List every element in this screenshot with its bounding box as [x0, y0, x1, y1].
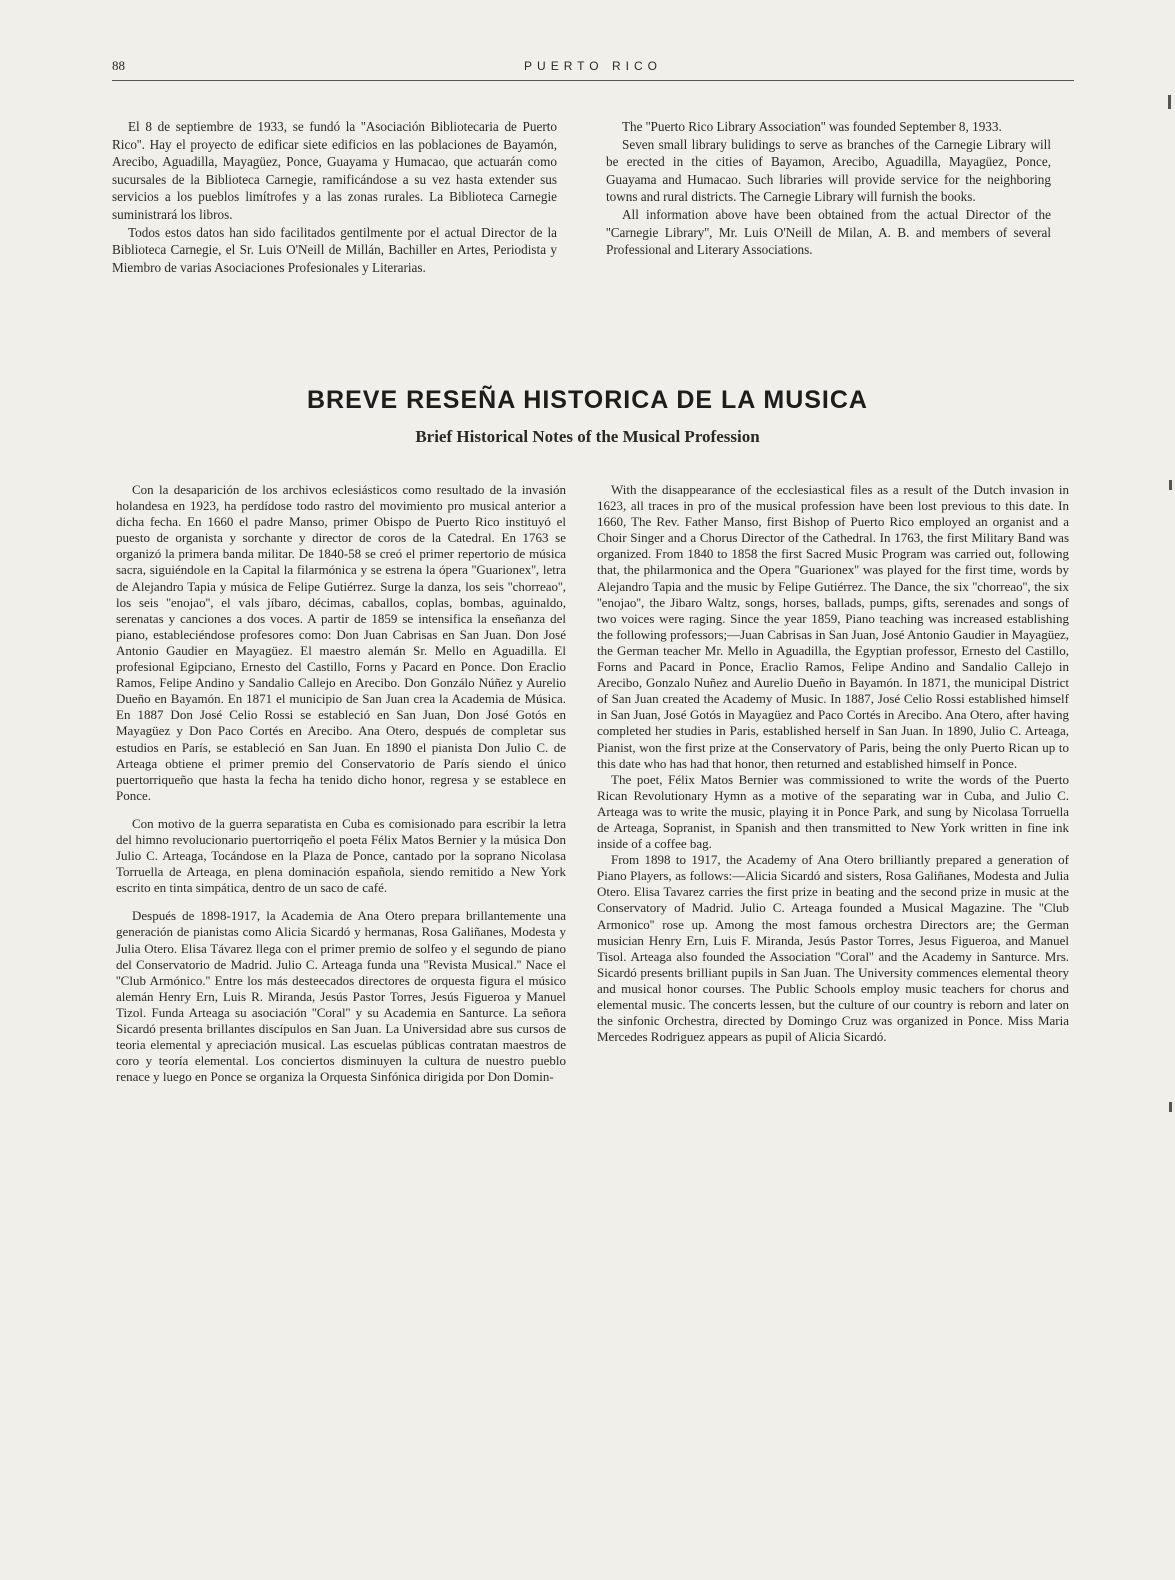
music-english-column	[597, 482, 1069, 1045]
paragraph: All information above have been obtained from the actual Director of the ''Carnegie Library'', Mr. Luis O'Neill de Milan, A. B. and members of several Professional and Literary Associations.	[606, 206, 1051, 258]
page-number: 88	[112, 58, 125, 73]
paragraph: Todos estos datos han sido facilitados gentilmente por el actual Director de la Biblioteca Carnegie, el Sr. Luis O'Neill de Millán, Bachiller en Artes, Periodista y Miembro de varias Asociaciones Profesionales y Literarias.	[112, 224, 557, 275]
page-header	[112, 58, 1074, 81]
scan-edge-mark	[1168, 95, 1171, 109]
paragraph: Con motivo de la guerra separatista en Cuba es comisionado para escribir la letra del himno revolucionario puertorriqeño el poeta Félix Matos Bernier y la música Don Julio C. Arteaga, Tocándose en la Plaza de Ponce, cantado por la soprano Nicolasa Torruella de Arteaga, en plena dominación española, siendo remitido a New York escrito en tinta simpática, dentro de un saco de café.	[116, 815, 566, 896]
library-spanish-column	[112, 118, 557, 276]
paragraph: Seven small library bulidings to serve as branches of the Carnegie Library will be erected in the cities of Bayamon, Arecibo, Aguadilla, Mayagüez, Ponce, Guayama and Humacao. Such libraries will provide service for the neighboring towns and rural districts. The Carnegie Library will furnish the books.	[606, 136, 1051, 205]
paragraph: The ''Puerto Rico Library Association'' was founded September 8, 1933.	[622, 119, 1002, 134]
article-subtitle: Brief Historical Notes of the Musical Profession	[415, 427, 760, 446]
scan-edge-mark	[1169, 480, 1172, 490]
paragraph: Después de 1898-1917, la Academia de Ana Otero prepara brillantemente una generación de pianistas como Alicia Sicardó y hermanas, Rosa Galiñanes, Modesta y Julia Otero. Elisa Távarez llega con el primer premio de solfeo y el segundo de piano del Conservatorio de Madrid. Julio C. Arteaga funda una ''Revista Musical.'' Nace el ''Club Armónico.'' Entre los más desteecados directores de orquesta figura el músico alemán Henry Ern, Luis R. Miranda, Jesús Pastor Torres, Jesús Figueroa y Manuel Tizol. Funda Arteaga su asociación ''Coral'' y su Academia en Santurce. La señora Sicardó presenta brillantes discípulos en San Juan. La Universidad abre sus cursos de teoria elemental y apreciación musical. Las escuelas públicas contratan maestros de coro y teoría elemental. Los conciertos disminuyen la cultura de nuestro pueblo renace y luego en Ponce se organiza la Orquesta Sinfónica dirigida por Don Domin-	[116, 908, 566, 1085]
paragraph: The poet, Félix Matos Bernier was commissioned to write the words of the Puerto Rican Revolutionary Hymn as a motive of the separating war in Cuba, and Julio C. Arteaga was to write the music, playing it in Ponce Park, and sung by Nicolasa Torruella de Arteaga, Sopranist, in Spanish and then transmitted to New York written in fine ink inside of a coffee bag.	[597, 771, 1069, 852]
paragraph: Con la desaparición de los archivos eclesiásticos como resultado de la invasión holandesa en 1923, ha perdídose todo rastro del movimiento pro musical anterior a dicha fecha. En 1660 el padre Manso, primer Obispo de Puerto Rico instituyó el puesto de organista y sorchante y director de coros de la Catedral. En 1763 se organizó la primera banda militar. De 1840-58 se creó el primer repertorio de música sacra, siguiéndole en la Capital la filarmónica y se estrena la ópera ''Guarionex'', letra de Alejandro Tapia y música de Felipe Gutiérrez. Surge la danza, los seis ''chorreao'', los seis ''enojao'', el vals jíbaro, décimas, caballos, coplas, bombas, aguinaldo, serenatas y canciones a dos voces. A partir de 1859 se intensifica la enseñanza del piano, estableciéndose profesores como: Don Juan Cabrisas en San Juan. Don José Antonio Gaudier en Mayagüez. El maestro alemán Sr. Mello en Aguadilla. El profesional Egipciano, Ernesto del Castillo, Forns y Pacard en Ponce. Don Eraclio Ramos, Felipe Andino y Sandalio Callejo en Arecibo. Don Gonzálo Núñez y Aurelio Dueño en Bayamón. En 1871 el municipio de San Juan crea la Academia de Música. En 1887 Don José Celio Rossi se estableció en San Juan, Don José Gotós en Mayagüez y Don Paco Cortés en Arecibo. Ana Otero, después de completar sus estudios en París, se estableció en San Juan. En 1890 el pianista Don Julio C. de Arteaga obtiene el primer premio del Conservatorio de París siendo el único puertorriqueño que hasta la fecha ha tenido dicho honor, regresa y se establece en Ponce.	[116, 482, 566, 803]
article-title: BREVE RESEÑA HISTORICA DE LA MUSICA	[307, 386, 868, 414]
paragraph: From 1898 to 1917, the Academy of Ana Otero brilliantly prepared a generation of Piano Players, as follows:—Alicia Sicardó and sisters, Rosa Galiñanes, Modesta and Julia Otero. Elisa Tavarez carries the first prize in beating and the second prize in music at the Conservatory of Madrid. Julio C. Arteaga founded a Musical Magazine. The ''Club Armonico'' rose up. Among the most famous orchestra Directors are; the German musician Henry Ern, Luis F. Miranda, Jesús Pastor Torres, Jesus Figueroa, and Manuel Tisol. Arteaga also founded the Association ''Coral'' and the Academy in Santurce. Mrs. Sicardó presents brilliant pupils in San Juan. The University commences elemental theory and musical honor courses. The Public Schools employ music teachers for chorus and elemental music. The concerts lessen, but the culture of our country is reborn and later on the sinfonic Orchestra, directed by Domingo Cruz was organized in Ponce. Miss Maria Mercedes Rodriguez appears as pupil of Alicia Sicardó.	[597, 852, 1069, 1045]
scan-edge-mark	[1169, 1102, 1172, 1112]
paragraph: El 8 de septiembre de 1933, se fundó la ''Asociación Bibliotecaria de Puerto Rico''. Hay el proyecto de edificar siete edificios en las poblaciones de Bayamón, Arecibo, Aguadilla, Mayagüez, Ponce, Guayama y Humacao, que actuarán como sucursales de la Biblioteca Carnegie, ramificándose a su vez hasta extender sus servicios a los pueblos limítrofes y a las zonas rurales. La Biblioteca Carnegie suministrará los libros.	[112, 119, 557, 222]
music-spanish-column	[116, 482, 566, 1085]
paragraph: With the disappearance of the ecclesiastical files as a result of the Dutch invasion in 1623, all traces in pro of the musical profession have been lost previous to this date. In 1660, The Rev. Father Manso, first Bishop of Puerto Rico employed an organist and a Choir Singer and a Chorus Director of the Cathedral. In 1763, the first Military Band was organized. From 1840 to 1858 the first Sacred Music Program was carried out, following that, the philarmonica and the Opera ''Guarionex'' was played for the first time, words by Alejandro Tapia and the music by Felipe Gutiérrez. The Dance, the six ''chorreao'', the six ''enojao'', the Jibaro Waltz, songs, horses, ballads, pumps, gifts, serenades and songs of two voices were raging. Since the year 1859, Piano teaching was increased establishing the following professors;—Juan Cabrisas in San Juan, José Antonio Gaudier in Mayagüez, the German teacher Mr. Mello in Aguadilla, the Egyptian professor, Ernesto del Castillo, Forns and Pacard in Ponce, Eraclio Ramos, Felipe Andino and Sandalio Callejo in Arecibo, Gonzalo Nuñez and Aurelio Dueño in Bayamón. In 1871, the municipal District of San Juan created the Academy of Music. In 1887, José Celio Rossi established himself in San Juan, José Gotós in Mayagüez and Paco Cortés in Arecibo. Ana Otero, after having completed her studies in Paris, established herself in San Juan. In 1890, Julio C. Arteaga, Pianist, won the first prize at the Conservatory of Paris, being the only Puerto Rican up to this date who has had that honor, then returned and established himself in Ponce.	[597, 482, 1069, 771]
running-title: PUERTO RICO	[524, 59, 662, 73]
library-english-column	[606, 118, 1051, 259]
